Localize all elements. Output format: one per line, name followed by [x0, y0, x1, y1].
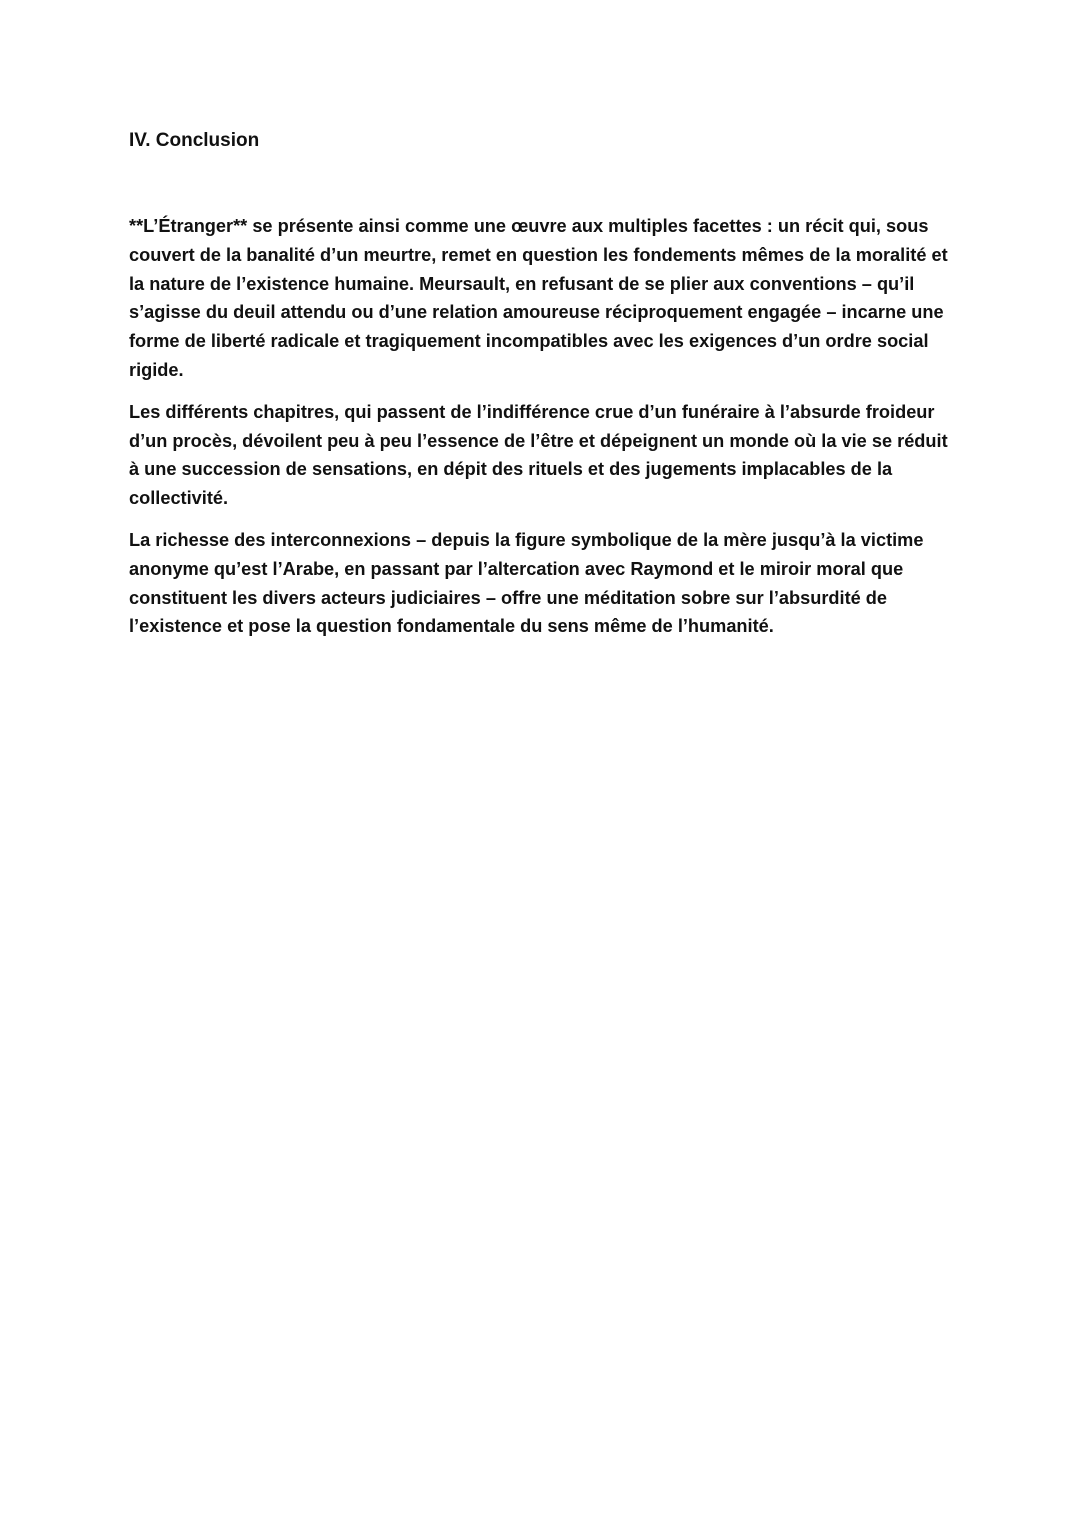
document-body: [129, 128, 959, 654]
section-heading: IV. Conclusion: [129, 130, 260, 151]
paragraph-2: Les différents chapitres, qui passent de l’indifférence crue d’un funéraire à l’absurde froideur d’un procès, dévoilent peu à peu l’essence de l’être et dépeignent un monde où la vie se réduit à une succession de sensations, en dépit des rituels et des jugements implacables de la collectivité.: [129, 401, 948, 509]
paragraph-1: **L’Étranger** se présente ainsi comme une œuvre aux multiples facettes : un récit qui, sous couvert de la banalité d’un meurtre, remet en question les fondements mêmes de la moralité et la nature de l’existence humaine. Meursault, en refusant de se plier aux conventions – qu’il s’agisse du deuil attendu ou d’une relation amoureuse réciproquement engagée – incarne une forme de liberté radicale et tragiquement incompatibles avec les exigences d’un ordre social rigide.: [129, 216, 948, 380]
paragraph-3: La richesse des interconnexions – depuis la figure symbolique de la mère jusqu’à la victime anonyme qu’est l’Arabe, en passant par l’altercation avec Raymond et le miroir moral que constituent les divers acteurs judiciaires – offre une méditation sobre sur l’absurdité de l’existence et pose la question fondamentale du sens même de l’humanité.: [129, 529, 924, 637]
